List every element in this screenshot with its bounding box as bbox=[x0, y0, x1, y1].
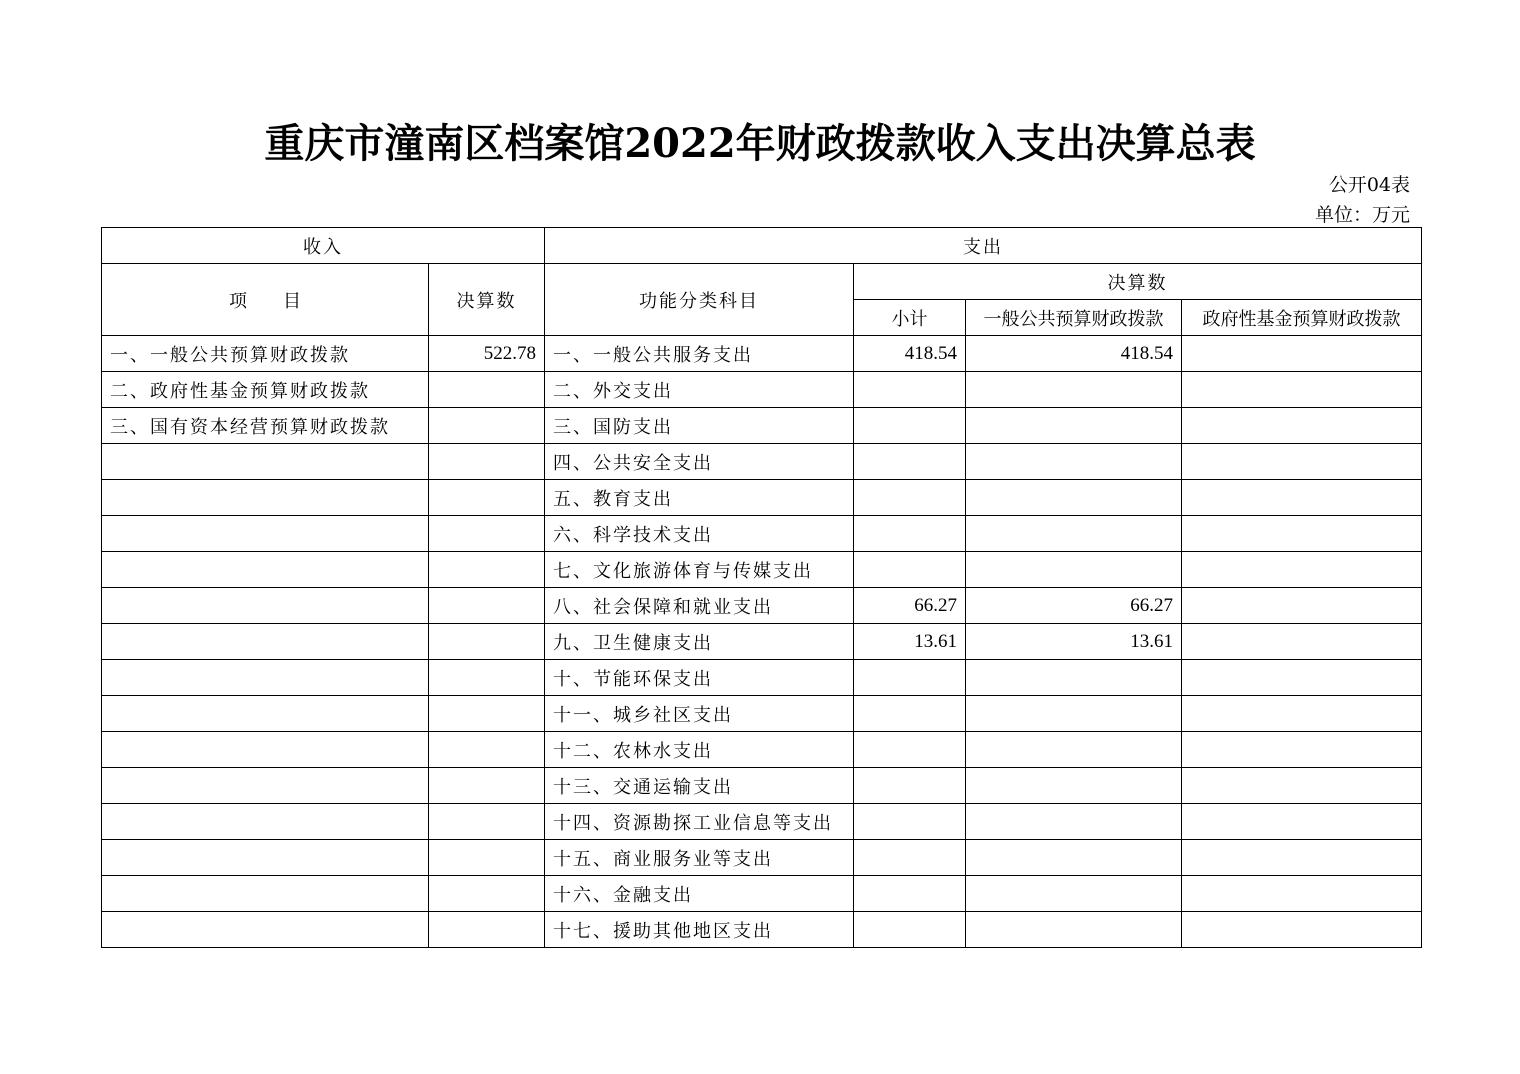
expense-item-cell: 十二、农林水支出 bbox=[545, 732, 854, 768]
general-budget-cell bbox=[966, 480, 1182, 516]
subtotal-cell bbox=[854, 660, 966, 696]
subtotal-cell bbox=[854, 912, 966, 948]
income-amount-cell bbox=[429, 552, 545, 588]
fund-budget-cell bbox=[1182, 696, 1422, 732]
expense-item-cell: 十五、商业服务业等支出 bbox=[545, 840, 854, 876]
income-item-cell bbox=[102, 516, 429, 552]
header-row-1 bbox=[102, 228, 1422, 264]
subtotal-header: 小计 bbox=[854, 300, 966, 336]
expense-item-cell: 七、文化旅游体育与传媒支出 bbox=[545, 552, 854, 588]
income-item-cell bbox=[102, 840, 429, 876]
income-item-cell bbox=[102, 480, 429, 516]
income-header: 收入 bbox=[102, 228, 545, 264]
budget-table bbox=[101, 227, 1422, 948]
subtotal-cell bbox=[854, 768, 966, 804]
general-budget-cell bbox=[966, 696, 1182, 732]
fund-budget-cell bbox=[1182, 444, 1422, 480]
income-amount-cell bbox=[429, 876, 545, 912]
general-budget-cell bbox=[966, 804, 1182, 840]
income-item-cell bbox=[102, 804, 429, 840]
general-budget-cell: 66.27 bbox=[966, 588, 1182, 624]
fund-budget-cell bbox=[1182, 804, 1422, 840]
income-amount-cell: 522.78 bbox=[429, 336, 545, 372]
header-row-2 bbox=[102, 264, 1422, 300]
general-budget-cell bbox=[966, 516, 1182, 552]
expense-item-cell: 一、一般公共服务支出 bbox=[545, 336, 854, 372]
subtotal-cell bbox=[854, 516, 966, 552]
fund-budget-cell bbox=[1182, 840, 1422, 876]
general-budget-header: 一般公共预算财政拨款 bbox=[966, 300, 1182, 336]
fund-budget-cell bbox=[1182, 480, 1422, 516]
subtotal-cell: 66.27 bbox=[854, 588, 966, 624]
unit-label: 单位：万元 bbox=[1314, 204, 1410, 226]
subtotal-cell bbox=[854, 444, 966, 480]
income-amount-cell bbox=[429, 840, 545, 876]
fund-budget-header: 政府性基金预算财政拨款 bbox=[1182, 300, 1422, 336]
expense-item-cell: 二、外交支出 bbox=[545, 372, 854, 408]
income-amount-cell bbox=[429, 516, 545, 552]
fund-budget-cell bbox=[1182, 912, 1422, 948]
general-budget-cell bbox=[966, 408, 1182, 444]
expense-item-cell: 十一、城乡社区支出 bbox=[545, 696, 854, 732]
fund-budget-cell bbox=[1182, 624, 1422, 660]
fund-budget-cell bbox=[1182, 372, 1422, 408]
expense-item-cell: 八、社会保障和就业支出 bbox=[545, 588, 854, 624]
fund-budget-cell bbox=[1182, 516, 1422, 552]
table-row bbox=[102, 696, 1422, 732]
table-row bbox=[102, 732, 1422, 768]
income-amount-cell bbox=[429, 768, 545, 804]
fund-budget-cell bbox=[1182, 732, 1422, 768]
general-budget-cell bbox=[966, 372, 1182, 408]
income-amount-cell bbox=[429, 804, 545, 840]
income-item-cell bbox=[102, 552, 429, 588]
general-budget-cell bbox=[966, 732, 1182, 768]
income-amount-cell bbox=[429, 444, 545, 480]
table-row bbox=[102, 444, 1422, 480]
expense-item-cell: 九、卫生健康支出 bbox=[545, 624, 854, 660]
table-row bbox=[102, 408, 1422, 444]
income-amount-cell bbox=[429, 732, 545, 768]
table-row bbox=[102, 624, 1422, 660]
subtotal-cell bbox=[854, 408, 966, 444]
subtotal-cell bbox=[854, 696, 966, 732]
general-budget-cell bbox=[966, 876, 1182, 912]
table-row bbox=[102, 912, 1422, 948]
table-row bbox=[102, 480, 1422, 516]
general-budget-cell bbox=[966, 552, 1182, 588]
expense-item-cell: 十三、交通运输支出 bbox=[545, 768, 854, 804]
income-item-cell bbox=[102, 876, 429, 912]
income-amount-cell bbox=[429, 696, 545, 732]
subtotal-cell bbox=[854, 552, 966, 588]
expense-item-cell: 六、科学技术支出 bbox=[545, 516, 854, 552]
table-row bbox=[102, 372, 1422, 408]
expense-item-cell: 十四、资源勘探工业信息等支出 bbox=[545, 804, 854, 840]
table-row bbox=[102, 876, 1422, 912]
table-code: 公开04表 bbox=[1328, 174, 1410, 196]
subtotal-cell: 418.54 bbox=[854, 336, 966, 372]
expense-item-cell: 十六、金融支出 bbox=[545, 876, 854, 912]
table-row bbox=[102, 840, 1422, 876]
table-row bbox=[102, 804, 1422, 840]
subtotal-cell bbox=[854, 876, 966, 912]
general-budget-cell bbox=[966, 660, 1182, 696]
income-item-cell bbox=[102, 732, 429, 768]
income-item-cell bbox=[102, 912, 429, 948]
fund-budget-cell bbox=[1182, 552, 1422, 588]
expense-item-cell: 十、节能环保支出 bbox=[545, 660, 854, 696]
income-amount-cell bbox=[429, 660, 545, 696]
function-category-header: 功能分类科目 bbox=[545, 264, 854, 336]
table-row bbox=[102, 336, 1422, 372]
general-budget-cell bbox=[966, 444, 1182, 480]
general-budget-cell: 418.54 bbox=[966, 336, 1182, 372]
fund-budget-cell bbox=[1182, 408, 1422, 444]
income-item-cell: 三、国有资本经营预算财政拨款 bbox=[102, 408, 429, 444]
income-item-cell bbox=[102, 588, 429, 624]
item-header: 项 目 bbox=[102, 264, 429, 336]
fund-budget-cell bbox=[1182, 588, 1422, 624]
expense-item-cell: 五、教育支出 bbox=[545, 480, 854, 516]
table-row bbox=[102, 768, 1422, 804]
subtotal-cell bbox=[854, 840, 966, 876]
expense-header: 支出 bbox=[545, 228, 1422, 264]
expense-item-cell: 四、公共安全支出 bbox=[545, 444, 854, 480]
fund-budget-cell bbox=[1182, 876, 1422, 912]
income-item-cell bbox=[102, 768, 429, 804]
income-item-cell bbox=[102, 444, 429, 480]
fund-budget-cell bbox=[1182, 336, 1422, 372]
subtotal-cell bbox=[854, 732, 966, 768]
income-item-cell bbox=[102, 624, 429, 660]
income-amount-cell bbox=[429, 408, 545, 444]
table-row bbox=[102, 552, 1422, 588]
income-item-cell: 一、一般公共预算财政拨款 bbox=[102, 336, 429, 372]
amount-header: 决算数 bbox=[429, 264, 545, 336]
subtotal-cell bbox=[854, 804, 966, 840]
income-amount-cell bbox=[429, 588, 545, 624]
table-row bbox=[102, 588, 1422, 624]
page-title: 重庆市潼南区档案馆2022年财政拨款收入支出决算总表 bbox=[264, 120, 1256, 167]
subtotal-cell bbox=[854, 372, 966, 408]
general-budget-cell bbox=[966, 840, 1182, 876]
table-row bbox=[102, 660, 1422, 696]
income-amount-cell bbox=[429, 480, 545, 516]
general-budget-cell: 13.61 bbox=[966, 624, 1182, 660]
fund-budget-cell bbox=[1182, 660, 1422, 696]
general-budget-cell bbox=[966, 768, 1182, 804]
income-amount-cell bbox=[429, 912, 545, 948]
income-item-cell bbox=[102, 660, 429, 696]
income-amount-cell bbox=[429, 624, 545, 660]
final-amount-header: 决算数 bbox=[854, 264, 1422, 300]
expense-item-cell: 三、国防支出 bbox=[545, 408, 854, 444]
subtotal-cell: 13.61 bbox=[854, 624, 966, 660]
expense-item-cell: 十七、援助其他地区支出 bbox=[545, 912, 854, 948]
subtotal-cell bbox=[854, 480, 966, 516]
table-row bbox=[102, 516, 1422, 552]
income-amount-cell bbox=[429, 372, 545, 408]
income-item-cell bbox=[102, 696, 429, 732]
income-item-cell: 二、政府性基金预算财政拨款 bbox=[102, 372, 429, 408]
fund-budget-cell bbox=[1182, 768, 1422, 804]
general-budget-cell bbox=[966, 912, 1182, 948]
